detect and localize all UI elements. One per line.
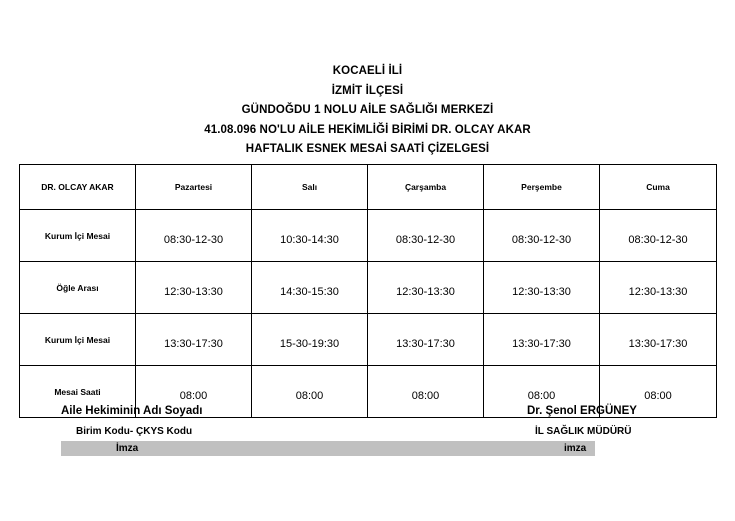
right-signature-label: imza (564, 443, 587, 454)
table-corner-label: DR. OLCAY AKAR (20, 165, 136, 210)
table-cell: 08:00 (368, 366, 484, 418)
table-cell: 10:30-14:30 (252, 210, 368, 262)
day-header-tuesday: Salı (252, 165, 368, 210)
director-name: Dr. Şenol ERGÜNEY (527, 405, 637, 417)
table-header-row (20, 165, 717, 210)
table-cell: 08:30-12-30 (600, 210, 717, 262)
table-cell: 08:30-12-30 (368, 210, 484, 262)
day-header-friday: Cuma (600, 165, 717, 210)
table-cell: 08:00 (600, 366, 717, 418)
header-district: İZMİT İLÇESİ (331, 84, 404, 97)
table-cell: 13:30-17:30 (484, 314, 600, 366)
table-cell: 12:30-13:30 (484, 262, 600, 314)
physician-name-label: Aile Hekiminin Adı Soyadı (61, 405, 203, 417)
left-signature-label: İmza (116, 443, 139, 454)
table-cell: 12:30-13:30 (368, 262, 484, 314)
day-header-thursday: Perşembe (484, 165, 600, 210)
day-header-wednesday: Çarşamba (368, 165, 484, 210)
signature-bar (61, 441, 595, 456)
table-row (20, 210, 717, 262)
table-cell: 12:30-13:30 (600, 262, 717, 314)
director-title: İL SAĞLIK MÜDÜRÜ (535, 426, 632, 437)
table-cell: 08:30-12-30 (484, 210, 600, 262)
table-cell: 14:30-15:30 (252, 262, 368, 314)
row-label: Öğle Arası (20, 262, 136, 314)
day-header-monday: Pazartesi (136, 165, 252, 210)
row-label: Kurum İçi Mesai (20, 210, 136, 262)
header-title: HAFTALIK ESNEK MESAİ SAATİ ÇİZELGESİ (245, 143, 490, 155)
table-cell: 15-30-19:30 (252, 314, 368, 366)
unit-code-label: Birim Kodu- ÇKYS Kodu (76, 426, 193, 437)
table-row (20, 314, 717, 366)
table-cell: 08:30-12-30 (136, 210, 252, 262)
schedule-table (19, 164, 717, 418)
row-label: Kurum İçi Mesai (20, 314, 136, 366)
table-row (20, 262, 717, 314)
table-cell: 08:00 (252, 366, 368, 418)
table-cell: 13:30-17:30 (600, 314, 717, 366)
table-cell: 13:30-17:30 (368, 314, 484, 366)
table-cell: 12:30-13:30 (136, 262, 252, 314)
header-province: KOCAELİ İLİ (332, 65, 403, 77)
table-cell: 08:00 (136, 366, 252, 418)
row-label: Mesai Saati (20, 366, 136, 418)
document-header (0, 62, 735, 160)
table-cell: 13:30-17:30 (136, 314, 252, 366)
header-unit: 41.08.096 NO'LU AİLE HEKİMLİĞİ BİRİMİ DR. OLCAY AKAR (204, 123, 531, 136)
header-health-center: GÜNDOĞDU 1 NOLU AİLE SAĞLIĞI MERKEZİ (241, 104, 494, 116)
table-cell: 08:00 (484, 366, 600, 418)
